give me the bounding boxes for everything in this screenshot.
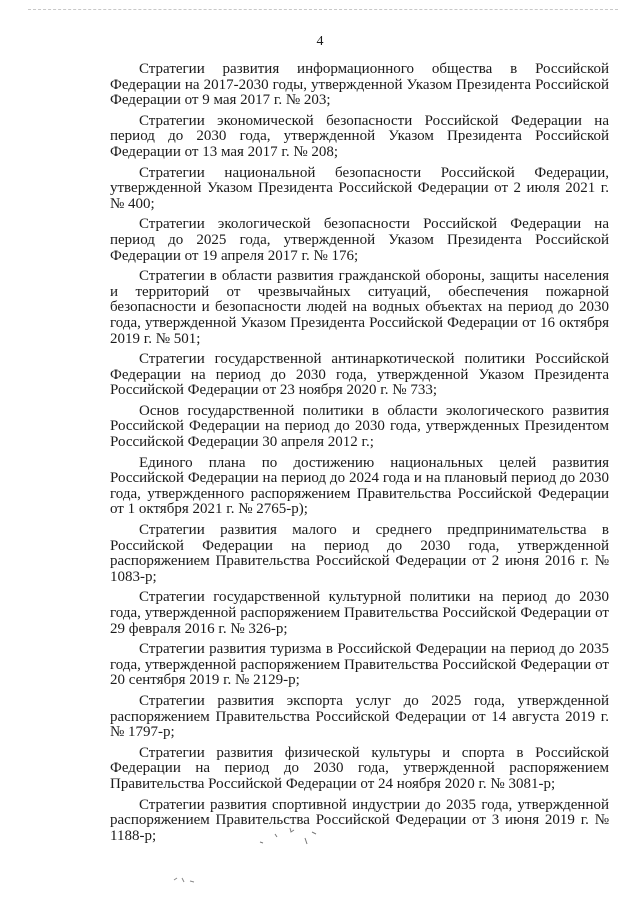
list-item: Стратегии в области развития гражданской обороны, защиты населения и территорий от чрезвычайных ситуаций, обеспечения пожарной безопасности и безопасности людей на водных объектах на период до 2030 года, утвержденной Указом Президента Российской Федерации от 16 октября 2019 г. № 501;	[110, 268, 609, 347]
list-item: Единого плана по достижению национальных целей развития Российской Федерации на период до 2024 года и на плановый период до 2030 года, утвержденного распоряжением Правительства Российской Федерации от 1 октября 2021 г. № 2765-р);	[110, 454, 609, 518]
list-item: Стратегии развития туризма в Российской Федерации на период до 2035 года, утвержденной распоряжением Правительства Российской Федерации от 20 сентября 2019 г. № 2129-р;	[110, 641, 609, 689]
list-item: Основ государственной политики в области экологического развития Российской Федерации на период до 2030 года, утвержденных Президентом Российской Федерации 30 апреля 2012 г.;	[110, 402, 609, 451]
scan-speckle-mark	[250, 820, 330, 860]
scan-edge-line	[28, 9, 618, 10]
list-item: Стратегии экологической безопасности Российской Федерации на период до 2025 года, утвержденной Указом Президента Российской Федерации от 19 апреля 2017 г. № 176;	[110, 216, 609, 264]
scan-speckle-mark	[170, 870, 210, 890]
list-item: Стратегии развития спортивной индустрии до 2035 года, утвержденной распоряжением Правительства Российской Федерации от 3 июня 2019 г. № 1188-р;	[110, 796, 609, 844]
list-item: Стратегии развития физической культуры и спорта в Российской Федерации на период до 2030 года, утвержденной распоряжением Правительства Российской Федерации от 24 ноября 2020 г. № 3081-р;	[110, 744, 609, 792]
list-item: Стратегии развития экспорта услуг до 2025 года, утвержденной распоряжением Правительства Российской Федерации от 14 августа 2019 г. № 1797-р;	[110, 692, 609, 741]
list-item: Стратегии развития малого и среднего предпринимательства в Российской Федерации на период до 2030 года, утвержденной распоряжением Правительства Российской Федерации от 2 июня 2016 г. № 1083-р;	[110, 522, 609, 585]
page-number: 4	[316, 34, 324, 49]
list-item: Стратегии экономической безопасности Российской Федерации на период до 2030 года, утвержденной Указом Президента Российской Федерации от 13 мая 2017 г. № 208;	[110, 112, 609, 160]
list-item: Стратегии национальной безопасности Российской Федерации, утвержденной Указом Президента Российской Федерации от 2 июля 2021 г. № 400;	[110, 164, 609, 212]
document-body	[110, 62, 609, 849]
list-item: Стратегии государственной культурной политики на период до 2030 года, утвержденной распоряжением Правительства Российской Федерации от 29 февраля 2016 г. № 326-р;	[110, 589, 609, 637]
list-item: Стратегии государственной антинаркотической политики Российской Федерации на период до 2030 года, утвержденной Указом Президента Российской Федерации от 23 ноября 2020 г. № 733;	[110, 351, 609, 399]
list-item: Стратегии развития информационного общества в Российской Федерации на 2017-2030 годы, утвержденной Указом Президента Российской Федерации от 9 мая 2017 г. № 203;	[110, 61, 609, 109]
